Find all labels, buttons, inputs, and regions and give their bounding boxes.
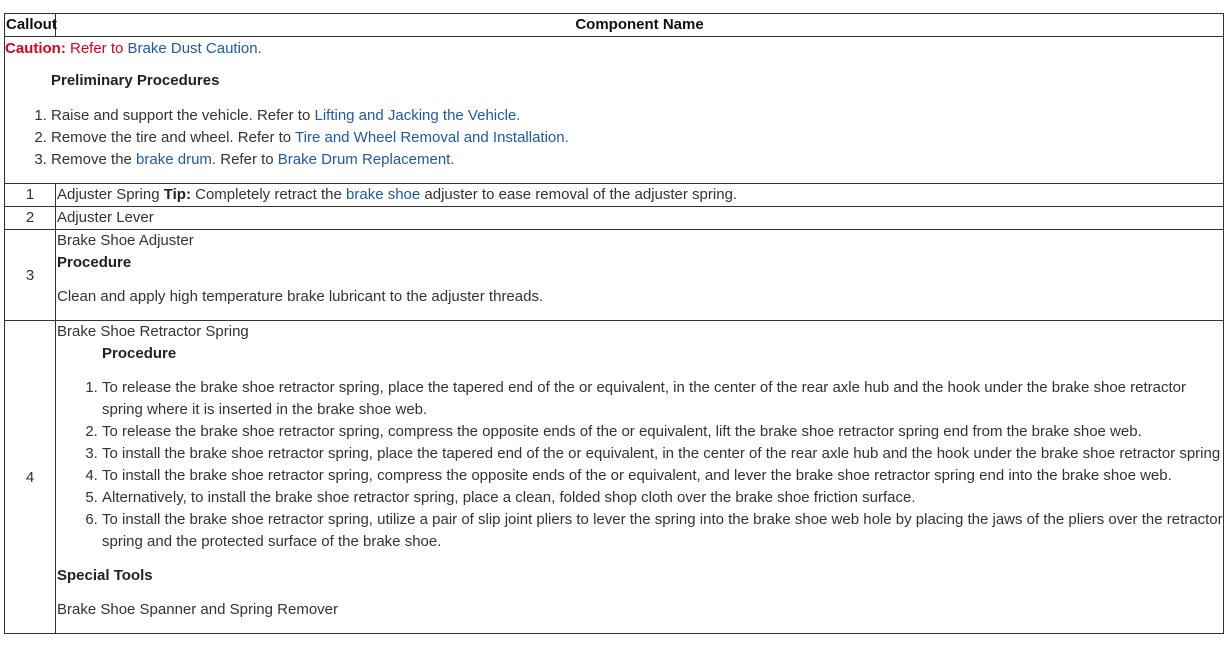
intro-cell xyxy=(5,37,1224,184)
tire-wheel-link[interactable]: Tire and Wheel Removal and Installation xyxy=(295,129,565,146)
callout-header: Callout xyxy=(5,14,56,37)
procedure-step: 2. To release the brake shoe retractor spring, compress the opposite ends of the or equivalent, lift the brake shoe retractor spring end from the brake shoe web. xyxy=(102,421,1223,443)
table-row xyxy=(5,230,1224,321)
step-text: Raise and support the vehicle. Refer to xyxy=(51,107,315,124)
table-row xyxy=(5,207,1224,230)
caution-line xyxy=(5,37,1223,61)
tip-label: Tip: xyxy=(163,186,191,203)
component-name: Adjuster Lever xyxy=(56,207,1224,230)
step-end: . xyxy=(516,107,521,124)
brake-drum-replacement-link[interactable]: Brake Drum Replacement xyxy=(277,151,451,168)
brake-shoe-link[interactable]: brake shoe xyxy=(346,186,421,203)
step-text: . Refer to xyxy=(211,151,278,168)
callout-number: 4 xyxy=(5,321,56,634)
special-tools-text: Brake Shoe Spanner and Spring Remover xyxy=(57,601,339,618)
components-table xyxy=(4,13,1224,634)
procedure-title: Procedure xyxy=(57,254,132,271)
caution-text: Refer to xyxy=(65,40,128,57)
callout-number: 2 xyxy=(5,207,56,230)
lifting-jacking-link[interactable]: Lifting and Jacking the Vehicle xyxy=(314,107,517,124)
brake-drum-link[interactable]: brake drum xyxy=(136,151,212,168)
special-tools-title: Special Tools xyxy=(57,567,153,584)
table-row xyxy=(5,184,1224,207)
procedure-steps-list xyxy=(57,377,1223,553)
step-text: Remove the tire and wheel. Refer to xyxy=(51,129,296,146)
brake-dust-caution-link[interactable]: Brake Dust Caution xyxy=(127,40,258,57)
procedure-page xyxy=(4,13,1224,634)
callout-number: 1 xyxy=(5,184,56,207)
component-name-header: Component Name xyxy=(56,14,1224,37)
procedure-step: 1. To release the brake shoe retractor spring, place the tapered end of the or equivalent, in the center of the rear axle hub and the hook under the brake shoe retractor spring where it is inserted in the brake shoe web. xyxy=(102,377,1223,421)
table-header-row xyxy=(5,14,1224,37)
caution-end: . xyxy=(257,40,262,57)
procedure-step: 6. To install the brake shoe retractor spring, utilize a pair of slip joint pliers to lever the spring into the brake shoe web hole by placing the jaws of the pliers over the retractor spring and the protected surface of the brake shoe. xyxy=(102,509,1223,553)
tip-text: Completely retract the xyxy=(190,186,347,203)
component-name: Adjuster Spring xyxy=(57,186,164,203)
procedure-step: 4. To install the brake shoe retractor spring, compress the opposite ends of the or equivalent, and lever the brake shoe retractor spring end into the brake shoe web. xyxy=(102,465,1223,487)
component-name: Brake Shoe Adjuster xyxy=(57,232,194,249)
procedure-step: 5. Alternatively, to install the brake shoe retractor spring, place a clean, folded shop cloth over the brake shoe friction surface. xyxy=(102,487,1223,509)
procedure-title: Procedure xyxy=(102,345,177,362)
preliminary-step xyxy=(51,127,1223,149)
caution-label: Caution: xyxy=(5,40,66,57)
intro-row xyxy=(5,37,1224,184)
preliminary-step xyxy=(51,149,1223,171)
step-end: . xyxy=(450,151,455,168)
tip-text: adjuster to ease removal of the adjuster spring. xyxy=(420,186,738,203)
table-row xyxy=(5,321,1224,634)
callout-number: 3 xyxy=(5,230,56,321)
component-cell xyxy=(56,184,1224,207)
component-cell xyxy=(56,321,1224,634)
preliminary-step xyxy=(51,105,1223,127)
component-cell xyxy=(56,230,1224,321)
component-name: Brake Shoe Retractor Spring xyxy=(57,323,249,340)
preliminary-steps-list xyxy=(5,105,1223,171)
step-text: Remove the xyxy=(51,151,137,168)
preliminary-procedures-title: Preliminary Procedures xyxy=(51,72,220,89)
procedure-text: Clean and apply high temperature brake lubricant to the adjuster threads. xyxy=(57,288,544,305)
step-end: . xyxy=(564,129,569,146)
procedure-step: 3. To install the brake shoe retractor spring, place the tapered end of the or equivalent, in the center of the rear axle hub and the hook under the brake shoe retractor spring xyxy=(102,443,1223,465)
